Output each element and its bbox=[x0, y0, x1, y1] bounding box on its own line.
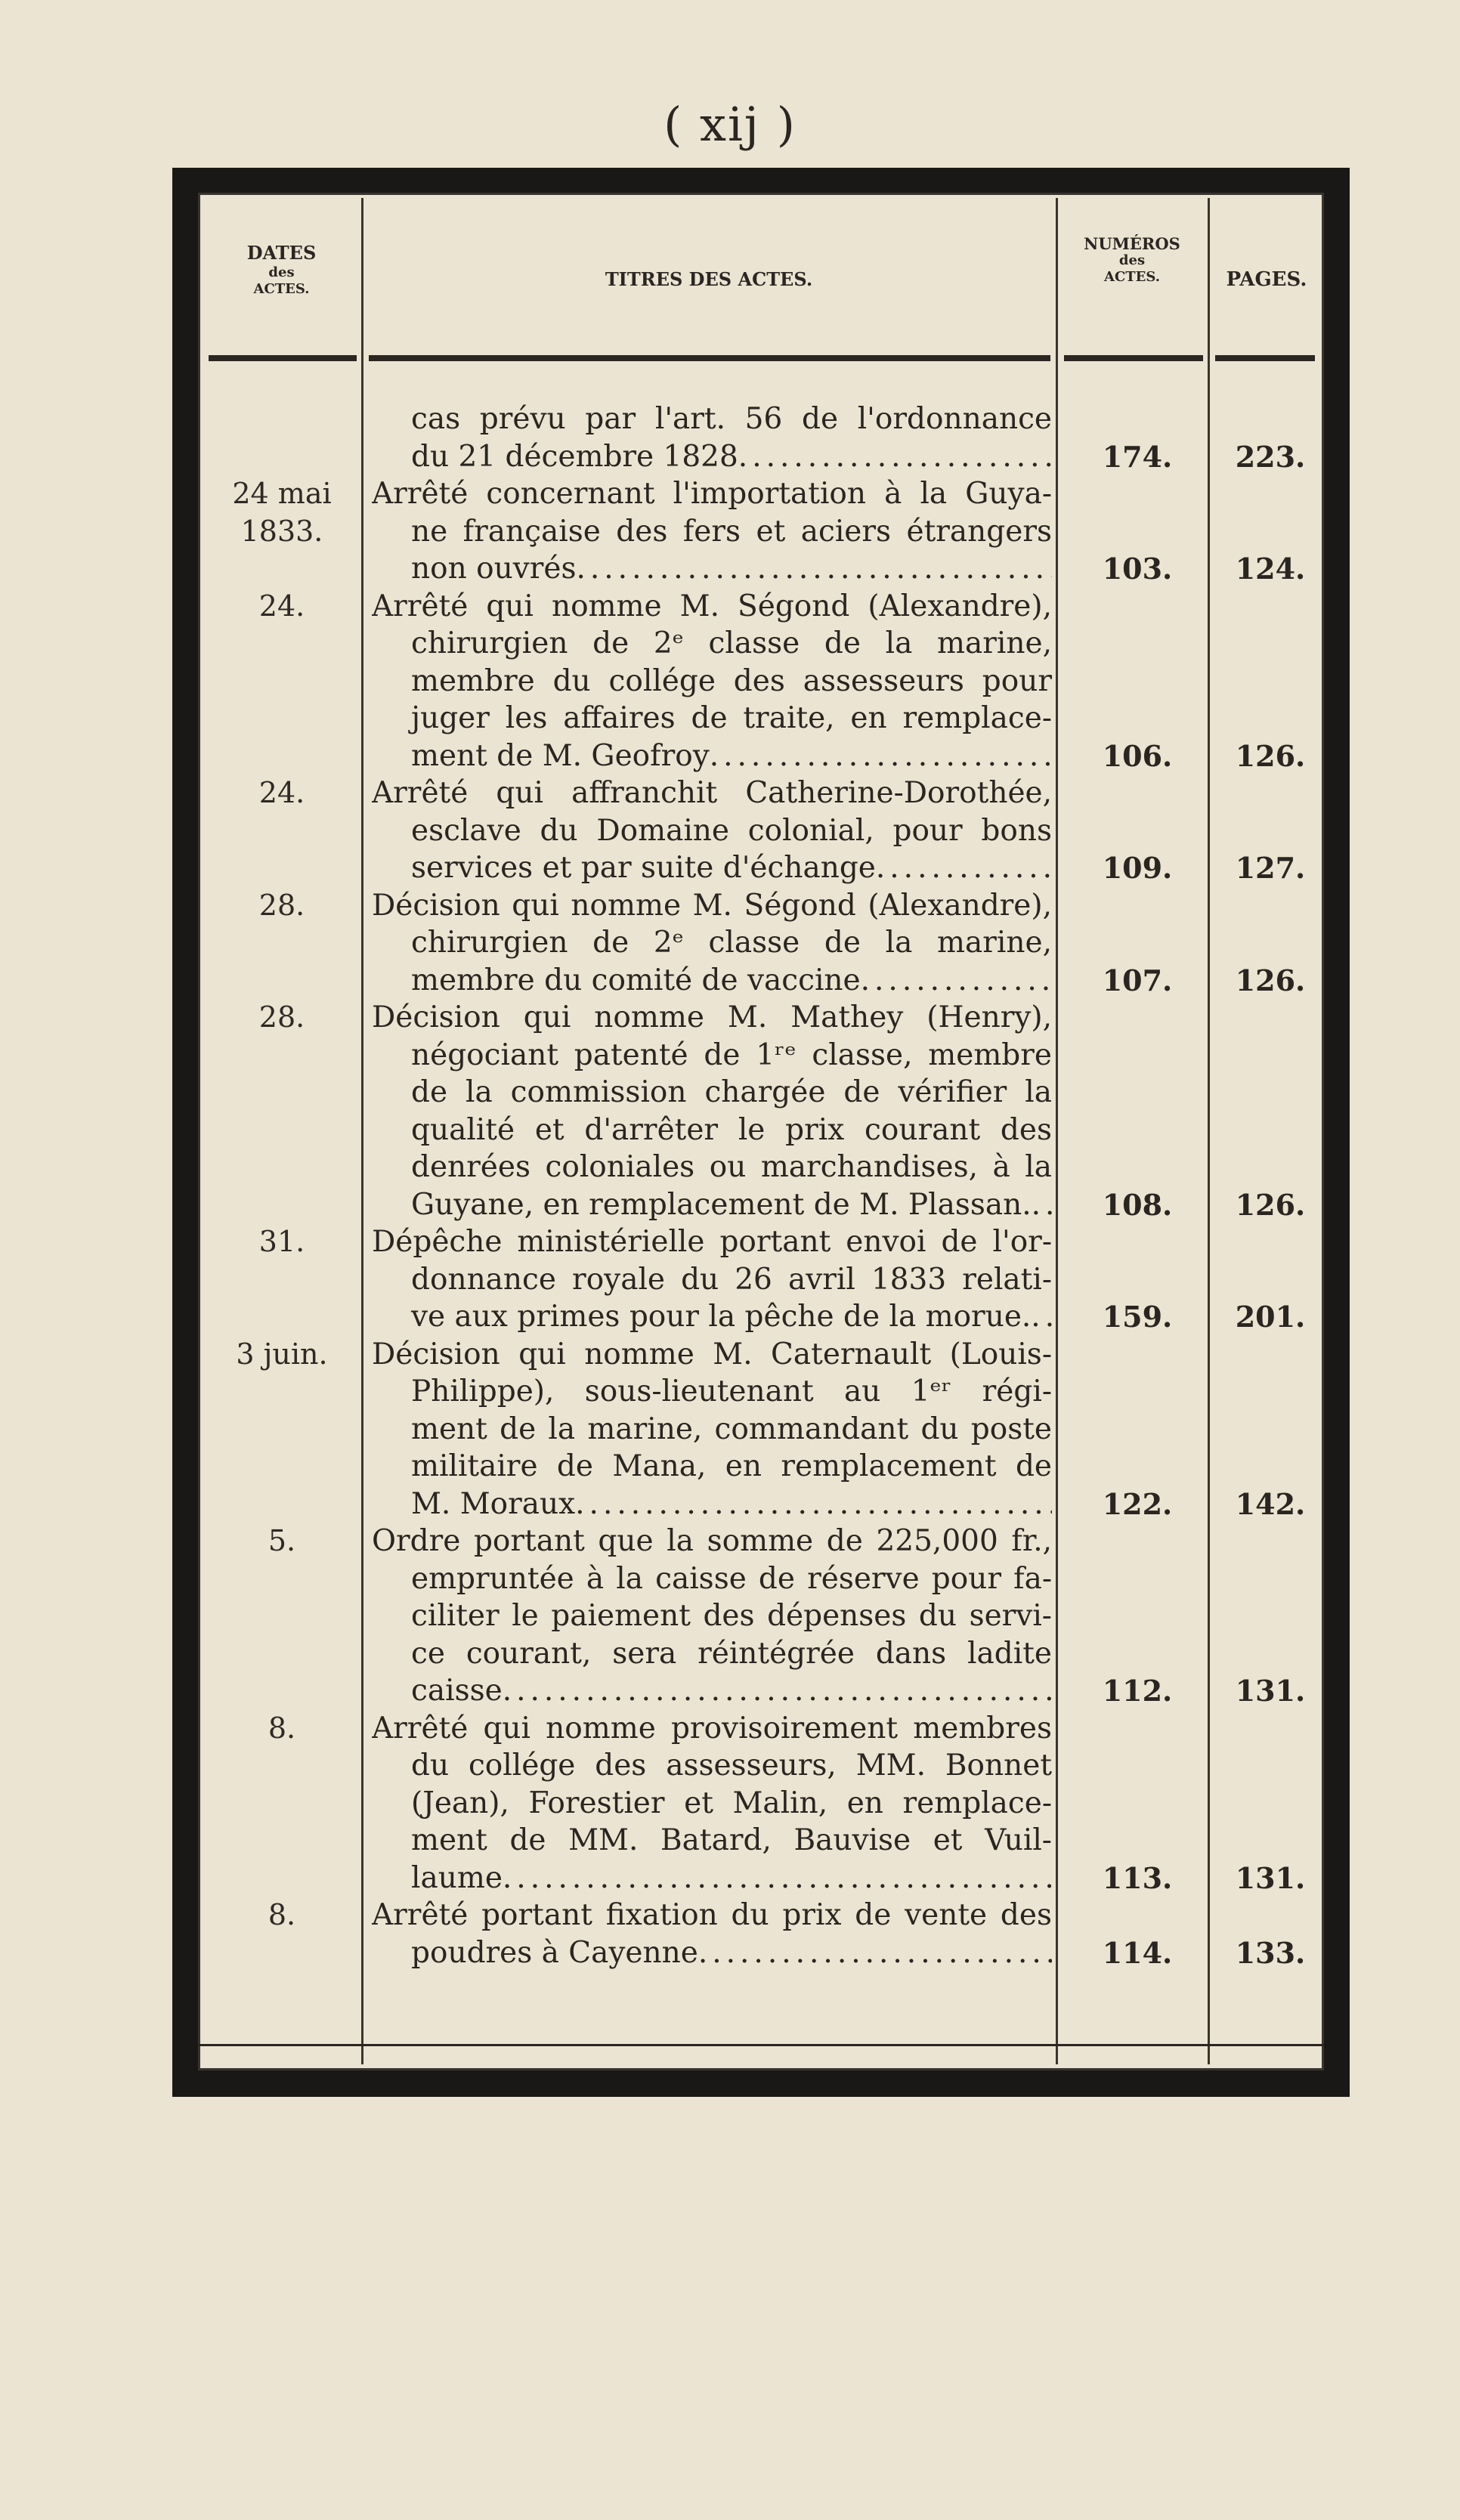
entry-date bbox=[210, 475, 354, 550]
header-rule bbox=[1215, 355, 1315, 361]
entry-date-line: 3 juin. bbox=[236, 1337, 328, 1371]
entry-title-line: Ordre portant que la somme de 225,000 fr., bbox=[372, 1524, 1052, 1558]
entry-title-text: non ouvrés bbox=[411, 552, 577, 586]
entry-title-last-line bbox=[372, 962, 1052, 1000]
entry-page-number: 133. bbox=[1235, 1935, 1306, 1970]
entry-title-line: qualité et d'arrêter le prix courant des bbox=[411, 1112, 1052, 1147]
dot-leader bbox=[738, 438, 1052, 476]
entry-date-line: 28. bbox=[258, 888, 305, 922]
entry-act-number: 107. bbox=[1102, 963, 1173, 997]
entry-title-line: Arrêté qui nomme M. Ségond (Alexandre), bbox=[372, 589, 1052, 623]
entry-date-line bbox=[210, 1037, 354, 1074]
column-header-dates-top: DATES bbox=[246, 242, 317, 264]
entry-title bbox=[372, 1336, 1052, 1523]
entry-title-line: ment de MM. Batard, Bauvise et Vuil- bbox=[411, 1823, 1052, 1857]
entry-title-text: services et par suite d'échange bbox=[411, 851, 876, 885]
entry-title bbox=[372, 400, 1052, 475]
dot-leader bbox=[575, 1486, 1052, 1523]
entry-title bbox=[372, 1523, 1052, 1710]
entry-date-line bbox=[210, 400, 354, 438]
entry-date-line: 24. bbox=[258, 589, 305, 623]
entry-date bbox=[210, 588, 354, 663]
entry-page-number: 223. bbox=[1235, 439, 1306, 474]
entry-title-line: Arrêté qui affranchit Catherine-Dorothée, bbox=[372, 776, 1052, 810]
entry-page-number: 126. bbox=[1235, 1187, 1306, 1222]
entry-title-line: militaire de Mana, en remplacement de bbox=[411, 1449, 1052, 1483]
entry-title-line: juger les affaires de traite, en remplace- bbox=[411, 701, 1052, 735]
entry-date-line: 8. bbox=[268, 1898, 296, 1931]
entry-title-line: ce courant, sera réintégrée dans ladite bbox=[411, 1636, 1052, 1671]
entry-date-line: 8. bbox=[268, 1711, 296, 1745]
entry-date bbox=[210, 1710, 354, 1785]
entry-date bbox=[210, 400, 354, 475]
entry-title-last-line bbox=[372, 737, 1052, 775]
entry-title-line: empruntée à la caisse de réserve pour fa- bbox=[411, 1561, 1052, 1596]
dot-leader bbox=[1031, 1298, 1052, 1336]
entry-title bbox=[372, 887, 1052, 1000]
entry-title-last-line bbox=[372, 1860, 1052, 1897]
column-header-pages-label: PAGES. bbox=[1226, 268, 1307, 291]
entry-act-number: 122. bbox=[1102, 1486, 1173, 1521]
entry-act-number: 112. bbox=[1102, 1674, 1173, 1708]
entry-row bbox=[0, 1223, 1460, 1336]
column-header-numbers-top: NUMÉROS bbox=[1084, 234, 1180, 253]
entry-act-number: 106. bbox=[1102, 738, 1173, 773]
entry-page-number: 126. bbox=[1235, 963, 1306, 997]
header-rule bbox=[209, 355, 357, 361]
dot-leader bbox=[576, 550, 1052, 588]
entry-title-line: chirurgien de 2ᵉ classe de la marine, bbox=[411, 626, 1052, 660]
entry-title-text: du 21 décembre 1828 bbox=[411, 439, 738, 474]
column-header-numbers-mid: des bbox=[1118, 252, 1146, 268]
entry-title bbox=[372, 1897, 1052, 1971]
entry-title bbox=[372, 1710, 1052, 1897]
entry-date-line bbox=[210, 812, 354, 850]
entry-date bbox=[210, 1223, 354, 1298]
entry-row bbox=[0, 1523, 1460, 1710]
header-rule bbox=[369, 355, 1050, 361]
entry-date-line bbox=[210, 625, 354, 663]
column-header-dates-mid: des bbox=[268, 264, 295, 280]
entry-title bbox=[372, 775, 1052, 887]
dot-leader bbox=[861, 962, 1052, 1000]
entry-act-number: 108. bbox=[1102, 1187, 1173, 1222]
entry-title-line: membre du collége des assesseurs pour bbox=[411, 663, 1052, 698]
entry-title-line: Arrêté qui nomme provisoirement membres bbox=[372, 1711, 1052, 1745]
footer-rule bbox=[198, 2044, 1324, 2046]
entry-title bbox=[372, 475, 1052, 588]
entry-title-text: ment de M. Geofroy bbox=[411, 738, 710, 773]
entry-title-line: Arrêté portant fixation du prix de vente des bbox=[372, 1898, 1052, 1932]
entry-title-line: ment de la marine, commandant du poste bbox=[411, 1412, 1052, 1446]
entry-page-number: 131. bbox=[1235, 1860, 1306, 1895]
entry-title-line: cas prévu par l'art. 56 de l'ordonnance bbox=[411, 402, 1052, 436]
column-header-titles bbox=[364, 268, 1053, 291]
entry-title-line: de la commission chargée de vérifier la bbox=[411, 1075, 1052, 1109]
entry-page-number: 124. bbox=[1235, 552, 1306, 586]
entry-date-line: 31. bbox=[258, 1225, 305, 1258]
entry-act-number: 159. bbox=[1102, 1300, 1173, 1334]
entry-title-line: Décision qui nomme M. Caternault (Louis- bbox=[372, 1337, 1052, 1371]
page-number-header: ( xij ) bbox=[663, 97, 797, 152]
entry-title bbox=[372, 999, 1052, 1223]
entry-row bbox=[0, 400, 1460, 475]
entry-page-number: 142. bbox=[1235, 1486, 1306, 1521]
entry-title-last-line bbox=[372, 438, 1052, 476]
entry-row bbox=[0, 775, 1460, 887]
entry-date-line bbox=[210, 1747, 354, 1785]
entry-title-line: Décision qui nomme M. Ségond (Alexandre), bbox=[372, 888, 1052, 923]
dot-leader bbox=[1032, 1186, 1052, 1224]
entry-page-number: 127. bbox=[1235, 851, 1306, 885]
entry-title-last-line bbox=[372, 849, 1052, 887]
entry-row bbox=[0, 887, 1460, 1000]
entry-title-last-line bbox=[372, 1186, 1052, 1224]
entry-title-line: ne française des fers et aciers étrangers bbox=[411, 514, 1052, 549]
entry-act-number: 114. bbox=[1102, 1935, 1173, 1970]
entry-page-number: 131. bbox=[1235, 1674, 1306, 1708]
entry-title-line: denrées coloniales ou marchandises, à la bbox=[411, 1150, 1052, 1184]
dot-leader bbox=[710, 737, 1052, 775]
column-header-dates-bottom: ACTES. bbox=[253, 281, 310, 297]
entry-date bbox=[210, 999, 354, 1074]
entry-date bbox=[210, 887, 354, 962]
entry-title-text: poudres à Cayenne bbox=[411, 1935, 698, 1970]
entry-title-last-line bbox=[372, 1672, 1052, 1710]
entry-date-line: 28. bbox=[258, 1000, 305, 1034]
entry-title-last-line bbox=[372, 550, 1052, 588]
entry-date-line bbox=[210, 924, 354, 962]
column-header-pages bbox=[1211, 268, 1322, 291]
entry-title-line: chirurgien de 2ᵉ classe de la marine, bbox=[411, 926, 1052, 960]
entry-title-line: (Jean), Forestier et Malin, en remplace- bbox=[411, 1786, 1052, 1820]
entry-date-line bbox=[210, 1373, 354, 1411]
dot-leader bbox=[876, 849, 1052, 887]
entry-title-line: du collége des assesseurs, MM. Bonnet bbox=[411, 1749, 1052, 1783]
dot-leader bbox=[503, 1672, 1052, 1710]
entry-title-line: esclave du Domaine colonial, pour bons bbox=[411, 813, 1052, 848]
entry-title-line: donnance royale du 26 avril 1833 relati- bbox=[411, 1262, 1052, 1297]
entry-date-line: 1833. bbox=[240, 514, 323, 548]
entry-row bbox=[0, 1710, 1460, 1897]
entry-title-text: ve aux primes pour la pêche de la morue. bbox=[411, 1300, 1032, 1334]
column-header-numbers bbox=[1059, 236, 1205, 286]
entry-page-number: 201. bbox=[1235, 1300, 1306, 1334]
entry-title-line: Décision qui nomme M. Mathey (Henry), bbox=[372, 1000, 1052, 1034]
column-header-numbers-bottom: ACTES. bbox=[1103, 269, 1161, 285]
entry-title-last-line bbox=[372, 1486, 1052, 1523]
entry-date-line bbox=[210, 438, 354, 476]
entry-date bbox=[210, 1523, 354, 1597]
entry-date bbox=[210, 1897, 354, 1971]
entry-title-text: M. Moraux bbox=[411, 1486, 576, 1521]
column-header-titles-label: TITRES DES ACTES. bbox=[605, 268, 813, 290]
entry-row bbox=[0, 475, 1460, 588]
column-header-dates bbox=[204, 242, 359, 298]
entry-row bbox=[0, 588, 1460, 775]
entry-page-number: 126. bbox=[1235, 738, 1306, 773]
entry-act-number: 103. bbox=[1102, 552, 1173, 586]
entry-date-line bbox=[210, 1261, 354, 1299]
entry-act-number: 109. bbox=[1102, 851, 1173, 885]
entry-title-line: négociant patenté de 1ʳᵉ classe, membre bbox=[411, 1037, 1052, 1072]
entry-title-line: Philippe), sous-lieutenant au 1ᵉʳ régi- bbox=[411, 1374, 1052, 1408]
entry-row bbox=[0, 999, 1460, 1223]
header-rule bbox=[1064, 355, 1203, 361]
entry-title-text: membre du comité de vaccine bbox=[411, 963, 861, 997]
entry-title-line: Arrêté concernant l'importation à la Guya- bbox=[372, 477, 1052, 511]
entry-date bbox=[210, 1336, 354, 1411]
entry-act-number: 174. bbox=[1102, 439, 1173, 474]
entry-date-line: 24. bbox=[258, 776, 305, 809]
dot-leader bbox=[698, 1934, 1052, 1972]
entry-row bbox=[0, 1897, 1460, 1971]
dot-leader bbox=[503, 1860, 1052, 1897]
entry-title-last-line bbox=[372, 1934, 1052, 1972]
entry-date-line: 24 mai bbox=[232, 477, 332, 510]
entry-row bbox=[0, 1336, 1460, 1523]
entry-date-line: 5. bbox=[268, 1524, 296, 1557]
entry-title-text: caisse bbox=[411, 1674, 503, 1708]
entry-date-line bbox=[210, 1934, 354, 1972]
entry-title bbox=[372, 1223, 1052, 1336]
entry-title bbox=[372, 588, 1052, 775]
entry-title-text: Guyane, en remplacement de M. Plassan. bbox=[411, 1187, 1032, 1222]
entry-date bbox=[210, 775, 354, 849]
entry-date-line bbox=[210, 1560, 354, 1598]
entry-title-line: Dépêche ministérielle portant envoi de l'or- bbox=[372, 1225, 1052, 1259]
entry-act-number: 113. bbox=[1102, 1860, 1173, 1895]
entry-title-text: laume bbox=[411, 1860, 503, 1895]
entry-title-line: ciliter le paiement des dépenses du servi- bbox=[411, 1599, 1052, 1633]
entry-title-last-line bbox=[372, 1298, 1052, 1336]
